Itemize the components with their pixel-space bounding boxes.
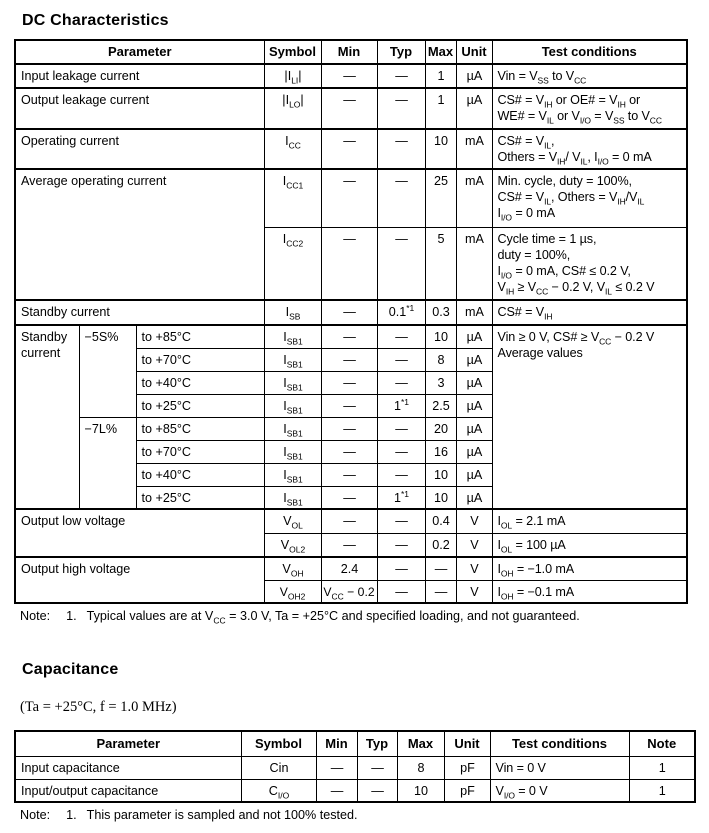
cell-unit: µA bbox=[456, 64, 492, 88]
cell-symbol: Cin bbox=[241, 756, 316, 779]
cell-max: 1 bbox=[425, 64, 456, 88]
cell-symbol: $I_{SB}$ bbox=[264, 300, 321, 325]
column-header-parameter: Parameter bbox=[15, 731, 241, 756]
cell-typ: — bbox=[377, 440, 425, 463]
cell-symbol: $I_{SB1}$ bbox=[264, 325, 321, 348]
cell-parameter: Input leakage current bbox=[15, 64, 264, 88]
cell-symbol: $|I_{LI}|$ bbox=[264, 64, 321, 88]
dc-header-row bbox=[15, 40, 687, 64]
column-header-min: Min bbox=[321, 40, 377, 64]
capacitance-title: Capacitance bbox=[22, 661, 119, 678]
cell-temperature: to +40°C bbox=[136, 463, 264, 486]
cell-typ: — bbox=[377, 371, 425, 394]
cell-unit: mA bbox=[456, 169, 492, 227]
cell-unit: µA bbox=[456, 417, 492, 440]
cell-max: 20 bbox=[425, 417, 456, 440]
cell-min: — bbox=[321, 509, 377, 533]
cell-unit: µA bbox=[456, 463, 492, 486]
cell-parameter: Input/output capacitance bbox=[15, 779, 241, 802]
table-row bbox=[15, 779, 695, 802]
cell-max: 16 bbox=[425, 440, 456, 463]
cell-typ: 0.1$^{*1}$ bbox=[377, 300, 425, 325]
cell-min: — bbox=[321, 463, 377, 486]
note-label: Note: bbox=[20, 808, 51, 822]
cell-max: 3 bbox=[425, 371, 456, 394]
column-header-typ: Typ bbox=[377, 40, 425, 64]
cell-max: 1 bbox=[425, 88, 456, 129]
cell-unit: V bbox=[456, 580, 492, 603]
column-header-typ: Typ bbox=[357, 731, 397, 756]
cell-typ: — bbox=[377, 227, 425, 300]
cell-symbol: $I_{SB1}$ bbox=[264, 394, 321, 417]
cell-min: — bbox=[321, 227, 377, 300]
cell-unit: mA bbox=[456, 300, 492, 325]
cell-parameter: Output low voltage bbox=[15, 509, 264, 557]
cell-symbol: $C_{I/O}$ bbox=[241, 779, 316, 802]
cell-test-conditions: Vin ≥ 0 V, CS# ≥ $V_{CC} - 0.2$ V Average values bbox=[492, 325, 687, 509]
cell-symbol: $V_{OH2}$ bbox=[264, 580, 321, 603]
cell-symbol: $I_{SB1}$ bbox=[264, 371, 321, 394]
cell-min: — bbox=[321, 486, 377, 509]
cell-parameter: Input capacitance bbox=[15, 756, 241, 779]
column-header-max: Max bbox=[425, 40, 456, 64]
cell-typ: 1$^{*1}$ bbox=[377, 486, 425, 509]
cell-typ: 1$^{*1}$ bbox=[377, 394, 425, 417]
cell-symbol: $I_{CC}$ bbox=[264, 129, 321, 169]
cell-typ: — bbox=[377, 417, 425, 440]
cell-unit: V bbox=[456, 509, 492, 533]
cell-min: — bbox=[321, 417, 377, 440]
cell-min: — bbox=[321, 169, 377, 227]
cell-parameter: Output high voltage bbox=[15, 557, 264, 603]
cell-max: 10 bbox=[425, 325, 456, 348]
capacitance-conditions: (Ta = +25°C, f = 1.0 MHz) bbox=[20, 699, 177, 715]
cell-note: 1 bbox=[629, 756, 695, 779]
cell-test-conditions: $V_{I/O} = 0$ V bbox=[490, 779, 629, 802]
cell-typ: — bbox=[377, 533, 425, 557]
cell-temperature: to +85°C bbox=[136, 417, 264, 440]
cell-unit: µA bbox=[456, 88, 492, 129]
column-header-test-conditions: Test conditions bbox=[492, 40, 687, 64]
column-header-symbol: Symbol bbox=[264, 40, 321, 64]
table-row bbox=[15, 64, 687, 88]
column-header-unit: Unit bbox=[444, 731, 490, 756]
cell-parameter: Output leakage current bbox=[15, 88, 264, 129]
cell-max: 0.4 bbox=[425, 509, 456, 533]
cell-temperature: to +70°C bbox=[136, 440, 264, 463]
cell-max: 8 bbox=[425, 348, 456, 371]
note-label: Note: bbox=[20, 609, 51, 623]
cell-test-conditions: $I_{OH} = -0.1$ mA bbox=[492, 580, 687, 603]
table-row bbox=[15, 169, 687, 227]
cell-typ: — bbox=[377, 64, 425, 88]
table-row bbox=[15, 557, 687, 580]
cell-min: — bbox=[321, 300, 377, 325]
cell-symbol: $I_{CC1}$ bbox=[264, 169, 321, 227]
column-header-symbol: Symbol bbox=[241, 731, 316, 756]
column-header-test-conditions: Test conditions bbox=[490, 731, 629, 756]
cell-test-conditions: $I_{OL} = 100$ µA bbox=[492, 533, 687, 557]
cell-test-conditions: $I_{OL} = 2.1$ mA bbox=[492, 509, 687, 533]
cell-typ: — bbox=[377, 509, 425, 533]
cell-unit: mA bbox=[456, 129, 492, 169]
cell-min: — bbox=[316, 756, 357, 779]
cell-speed-grade: −5S% bbox=[79, 325, 136, 417]
cell-max: 0.3 bbox=[425, 300, 456, 325]
cell-symbol: $I_{SB1}$ bbox=[264, 440, 321, 463]
capacitance-header-row bbox=[15, 731, 695, 756]
cell-max: 10 bbox=[425, 486, 456, 509]
cell-unit: pF bbox=[444, 779, 490, 802]
cell-temperature: to +85°C bbox=[136, 325, 264, 348]
cell-min: — bbox=[321, 394, 377, 417]
cell-symbol: $|I_{LO}|$ bbox=[264, 88, 321, 129]
column-header-max: Max bbox=[397, 731, 444, 756]
cell-unit: µA bbox=[456, 348, 492, 371]
capacitance-table bbox=[14, 730, 696, 803]
cell-min: — bbox=[321, 533, 377, 557]
note-text: Typical values are at $V_{CC} = 3.0$ V, Ta = +25°C and specified loading, and not guaranteed. bbox=[86, 609, 580, 626]
cell-unit: µA bbox=[456, 371, 492, 394]
cell-min: 2.4 bbox=[321, 557, 377, 580]
cell-temperature: to +40°C bbox=[136, 371, 264, 394]
cell-test-conditions: CS# = $V_{IH}$ or OE# = $V_{IH}$ or WE# = $V_{IL}$ or $V_{I/O} = V_{SS}$ to $V_{CC}$ bbox=[492, 88, 687, 129]
cell-max: 8 bbox=[397, 756, 444, 779]
column-header-parameter: Parameter bbox=[15, 40, 264, 64]
cell-test-conditions: Cycle time = 1 µs, duty = 100%, $I_{I/O} = 0$ mA, CS# ≤ 0.2 V, $V_{IH} \ge V_{CC} - 0.2$ V, $V_{IL} \le 0.2$ V bbox=[492, 227, 687, 300]
cell-symbol: $V_{OL}$ bbox=[264, 509, 321, 533]
cell-unit: µA bbox=[456, 440, 492, 463]
cell-speed-grade: −7L% bbox=[79, 417, 136, 509]
cell-note: 1 bbox=[629, 779, 695, 802]
table-row bbox=[15, 300, 687, 325]
cell-typ: — bbox=[377, 169, 425, 227]
cell-min: — bbox=[321, 64, 377, 88]
cell-min: — bbox=[321, 440, 377, 463]
table-row bbox=[15, 509, 687, 533]
cell-test-conditions: CS# = $V_{IH}$ bbox=[492, 300, 687, 325]
cell-max: 2.5 bbox=[425, 394, 456, 417]
cell-min: — bbox=[316, 779, 357, 802]
dc-characteristics-table bbox=[14, 39, 688, 604]
cell-test-conditions: CS# = $V_{IL}$, Others = $V_{IH}/$ $V_{IL}$, $I_{I/O} = 0$ mA bbox=[492, 129, 687, 169]
cell-temperature: to +70°C bbox=[136, 348, 264, 371]
cell-parameter: Average operating current bbox=[15, 169, 264, 300]
cell-typ: — bbox=[377, 557, 425, 580]
cell-symbol: $I_{CC2}$ bbox=[264, 227, 321, 300]
cell-min: — bbox=[321, 129, 377, 169]
cell-temperature: to +25°C bbox=[136, 486, 264, 509]
dc-characteristics-title: DC Characteristics bbox=[22, 12, 169, 29]
cell-min: — bbox=[321, 325, 377, 348]
cell-parameter: Standby current bbox=[15, 300, 264, 325]
column-header-note: Note bbox=[629, 731, 695, 756]
cell-symbol: $I_{SB1}$ bbox=[264, 486, 321, 509]
cell-symbol: $V_{OL2}$ bbox=[264, 533, 321, 557]
cell-max: 10 bbox=[425, 463, 456, 486]
cell-symbol: $V_{OH}$ bbox=[264, 557, 321, 580]
cell-unit: V bbox=[456, 557, 492, 580]
table-row bbox=[15, 88, 687, 129]
cell-test-conditions: $I_{OH} = -1.0$ mA bbox=[492, 557, 687, 580]
column-header-min: Min bbox=[316, 731, 357, 756]
cell-min: $V_{CC} - 0.2$ bbox=[321, 580, 377, 603]
note-text: This parameter is sampled and not 100% tested. bbox=[86, 808, 358, 822]
cell-test-conditions: Vin = $V_{SS}$ to $V_{CC}$ bbox=[492, 64, 687, 88]
cell-typ: — bbox=[377, 88, 425, 129]
cell-test-conditions: Min. cycle, duty = 100%, CS# = $V_{IL}$, Others = $V_{IH}/V_{IL}$ $I_{I/O} = 0$ mA bbox=[492, 169, 687, 227]
cell-unit: µA bbox=[456, 394, 492, 417]
cell-parameter: Standby current bbox=[15, 325, 79, 509]
cell-max: — bbox=[425, 580, 456, 603]
note-number: 1. bbox=[66, 808, 77, 822]
cell-symbol: $I_{SB1}$ bbox=[264, 348, 321, 371]
cell-parameter: Operating current bbox=[15, 129, 264, 169]
cell-max: 0.2 bbox=[425, 533, 456, 557]
table-row bbox=[15, 129, 687, 169]
column-header-unit: Unit bbox=[456, 40, 492, 64]
cell-unit: µA bbox=[456, 486, 492, 509]
cell-min: — bbox=[321, 88, 377, 129]
cell-max: 25 bbox=[425, 169, 456, 227]
cell-typ: — bbox=[377, 463, 425, 486]
dc-table-note bbox=[20, 609, 709, 626]
cell-unit: V bbox=[456, 533, 492, 557]
cell-typ: — bbox=[357, 779, 397, 802]
cell-test-conditions: Vin = 0 V bbox=[490, 756, 629, 779]
cell-unit: µA bbox=[456, 325, 492, 348]
cell-max: 5 bbox=[425, 227, 456, 300]
capacitance-table-note bbox=[20, 808, 709, 822]
cell-max: 10 bbox=[425, 129, 456, 169]
cell-min: — bbox=[321, 371, 377, 394]
cell-typ: — bbox=[357, 756, 397, 779]
cell-max: — bbox=[425, 557, 456, 580]
cell-typ: — bbox=[377, 325, 425, 348]
note-number: 1. bbox=[66, 609, 77, 623]
cell-typ: — bbox=[377, 348, 425, 371]
cell-symbol: $I_{SB1}$ bbox=[264, 417, 321, 440]
cell-unit: mA bbox=[456, 227, 492, 300]
cell-max: 10 bbox=[397, 779, 444, 802]
cell-symbol: $I_{SB1}$ bbox=[264, 463, 321, 486]
cell-min: — bbox=[321, 348, 377, 371]
cell-temperature: to +25°C bbox=[136, 394, 264, 417]
cell-typ: — bbox=[377, 129, 425, 169]
table-row bbox=[15, 756, 695, 779]
cell-typ: — bbox=[377, 580, 425, 603]
table-row bbox=[15, 325, 687, 348]
cell-unit: pF bbox=[444, 756, 490, 779]
